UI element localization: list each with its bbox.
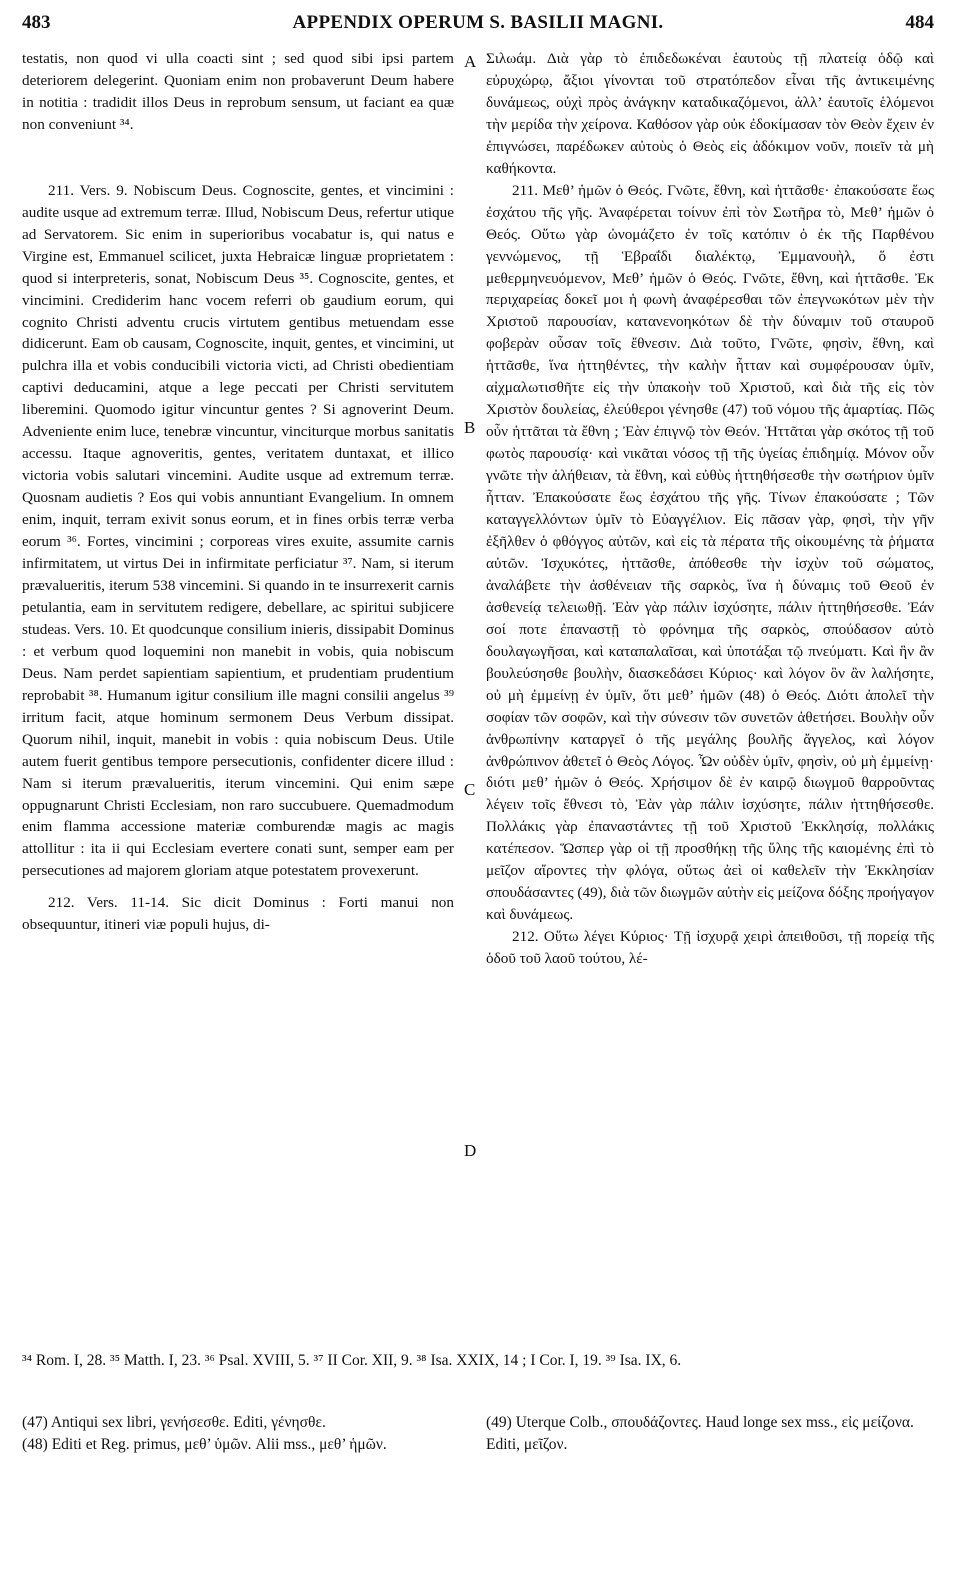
greek-paragraph-212: 212. Οὕτω λέγει Κύριος· Τῇ ἰσχυρᾷ χειρὶ ἀπειθοῦσι, τῇ πορείᾳ τῆς ὁδοῦ τοῦ λαοῦ τούτου, λέ- (486, 928, 934, 968)
page-number-left: 483 (22, 12, 51, 33)
paragraph-gap (22, 136, 454, 180)
page-number-right: 484 (905, 12, 934, 33)
running-header (22, 12, 934, 36)
latin-paragraph-212: 212. Vers. 11-14. Sic dicit Dominus : Forti manui non obsequuntur, itineri viæ populi hujus, di- (22, 894, 454, 934)
scripture-footnotes (22, 1350, 934, 1372)
footnote-references: ³⁴ Rom. I, 28. ³⁵ Matth. I, 23. ³⁶ Psal. XVIII, 5. ³⁷ II Cor. XII, 9. ³⁸ Isa. XXIX, 14 ; I Cor. I, 19. ³⁹ Isa. IX, 6. (22, 1352, 682, 1369)
margin-letter-a: A (464, 52, 477, 71)
latin-column (22, 48, 454, 1338)
greek-column (486, 48, 934, 1338)
margin-letter-b: B (464, 418, 476, 437)
greek-paragraph-211: 211. Μεθ’ ἡμῶν ὁ Θεός. Γνῶτε, ἔθνη, καὶ ἡττᾶσθε· ἐπακούσατε ἕως ἐσχάτου τῆς γῆς. Ἀναφέρεται τοίνυν ἐπὶ τὸν Σωτῆρα τὸ, Μεθ’ ἡμῶν ὁ Θεός. Οὕτω γὰρ ὠνομάζετο ἐν τοῖς κατόπιν ὁ ἐκ τῆς Παρθένου γεννώμενος, τῇ Ἑβραΐδι διαλέκτῳ, Ἐμμανουὴλ, ὅ ἐστι μεθερμηνευόμενον, Μεθ’ ἡμῶν ὁ Θεός. Γνῶτε, ἔθνη, καὶ ἡττᾶσθε. Ἐκ περιχαρείας δοκεῖ μοι ἡ φωνὴ ἀναφέρεσθαι τῶν ἐπεγνωκότων μὲν τὴν Χριστοῦ παρουσίαν, κατανενοηκότων δὲ τὴν δύναμιν τοῦ σταυροῦ φοβερὰν οὖσαν τοῖς ἔθνεσιν. Διὰ τοῦτο, Γνῶτε, φησὶν, ἔθνη, καὶ ἡττᾶσθε, ἵνα ἡττηθέντες, τὴν καλὴν ἧτταν καὶ συμφέρουσαν ὑμῖν, αἰχμαλωτισθῆτε εἰς τὴν ὑπακοὴν τοῦ Χριστοῦ, καὶ διὰ τῆς εἰς τὸν Χριστὸν δουλείας, ἐλεύθεροι γένησθε (47) τοῦ νόμου τῆς ἁμαρτίας. Πῶς οὖν ἡττᾶται τὰ ἔθνη ; Ἐὰν ἐπιγνῷ τὸν Θεόν. Ἡττᾶται γὰρ σκότος τῇ τοῦ φωτὸς παρουσίᾳ· καὶ νικᾶται νόσος τῇ τῆς ὑγείας ἐπιδημίᾳ. Μόνον οὖν γνῶτε τὴν ἀλήθειαν, τὰ ἔθνη, καὶ εὐθὺς ἡττηθήσεσθε τὴν σωτήριον ὑμῖν ἧτταν. Ἐπακούσατε ἕως ἐσχάτου τῆς γῆς. Τίνων ἐπακούσατε ; Τῶν καταγγελλόντων ὑμῖν τὸ Εὐαγγέλιον. Εἰς πᾶσαν γὰρ, φησὶ, τὴν γῆν ἐξῆλθεν ὁ φθόγγος αὐτῶν, καὶ εἰς τὰ πέρατα τῆς οἰκουμένης τὰ ῥήματα αὐτῶν. Ἰσχυκότες, ἡττᾶσθε, ἀπόθεσθε τὴν ἰσχὺν τοῦ σώματος, ἀναλάβετε τὴν ἀσθένειαν τῆς σαρκὸς, ἵνα ἡ δύναμις τοῦ Θεοῦ ἐν ἀσθενείᾳ τελειωθῇ. Ἐὰν γὰρ πάλιν ἰσχύσητε, πάλιν ἡττηθήσεσθε. Ἐάν σοί ποτε ἐπαναστῇ τὸ φρόνημα τῆς σαρκὸς, σπούδασον αὐτὸ δουλαγωγῆσαι, καὶ καταπαλαῖσαι, καὶ ὑποτάξαι τῷ πνεύματι. Καὶ ἣν ἂν βουλεύσησθε βουλὴν, διασκεδάσει Κύριος· καὶ λόγον ὃν ἂν λαλήσητε, οὐ μὴ ἐμμείνῃ ἐν ὑμῖν, ὅτι μεθ’ ἡμῶν (48) ὁ Θεός. Διότι ἀπολεῖ τὴν σοφίαν τῶν σοφῶν, καὶ τὴν σύνεσιν τῶν συνετῶν ἀθετήσει. Βουλὴν οὖν ἀνθρωπίνην καταργεῖ ὁ τῆς μεγάλης βουλῆς ἄγγελος, καὶ λόγον ἀνθρώπινον ἀθετεῖ ὁ Θεὸς Λόγος. Ὧν οὐδὲν ὑμῖν, φησὶν, οὐ μὴ ἐμμείνῃ· διότι μεθ’ ἡμῶν ὁ Θεός. Χρήσιμον δὲ ἐν καιρῷ διωγμοῦ θαρροῦντας λέγειν τοῖς ἔθνεσι τὸ, Ἐὰν γὰρ πάλιν ἰσχύσητε, πάλιν ἡττηθήσεσθε. Πολλάκις γὰρ ἐπαναστάντες τῇ τοῦ Χριστοῦ Ἐκκλησίᾳ, πολλάκις κατέπεσον. Ὥσπερ γὰρ οἱ τῇ προσθήκῃ τῆς ὕλης τῆς καιομένης ἐπὶ τὸ μεῖζον αἴροντες τὴν φλόγα, οὕτως ἀεὶ οἱ καθελεῖν τὴν Ἐκκλησίαν σπουδάσαντες (49), διὰ τῶν διωγμῶν αὐτὴν εἰς μείζονα δόξης προήγαγον καὶ δυνάμεως. (486, 181, 934, 924)
variant-note-47: (47) Antiqui sex libri, γενήσεσθε. Editi, γένησθε. (22, 1414, 326, 1431)
latin-paragraph-211: 211. Vers. 9. Nobiscum Deus. Cognoscite, gentes, et vincimini : audite usque ad extremum terræ. Illud, Nobiscum Deus, refertur utique ad Servatorem. Sic enim in superioribus vocabatur is, qui natus e Virgine est, Emmanuel scilicet, juxta Hebraicæ linguæ proprietatem : quod si interpreteris, sonat, Nobiscum Deus ³⁵. Cognoscite, gentes, et vincimini. Crediderim hanc vocem referri ob gaudium eorum, qui cognito Christi adventu crucis virtutem gentibus metuendam esse didicerunt. Eam ob causam, Cognoscite, inquit, gentes, et vincimini, ut pulchra illa et vobis conducibili victoria victi, ad Christi obedientiam captivi deducamini, atque a lege peccati per Christi servitutem liberemini. Quomodo igitur vincuntur gentes ? Si agnoverint Deum. Adveniente enim luce, tenebræ vincuntur, vinciturque morbus sanitatis accessu. Itaque agnoveritis, gentes, veritatem duntaxat, et illico victoria vobis salutari vincemini. Audite usque ad extremum terræ. Quosnam audietis ? Eos qui vobis annuntiant Evangelium. In omnem enim, inquit, terram exivit sonus eorum, et in fines orbis terræ verba eorum ³⁶. Fortes, vincimini ; corporeas vires exuite, assumite carnis infirmitatem, ut virtus Dei in infirmitate perficiatur ³⁷. Nam, si iterum prævalueritis, iterum 538 vincemini. Si quando in te insurrexerit carnis petulantia, eam in servitutem redigere, debellare, ac spiritui subjicere studeas. Vers. 10. Et quodcunque consilium inieris, dissipabit Dominus : et verbum quod loquemini non manebit in vobis, quia nobiscum Deus. Nam perdet sapientiam sapientium, et prudentiam prudentium reprobabit ³⁸. Humanum igitur consilium ille magni consilii angelus ³⁹ irritum facit, atque hominum sermonem Deus Verbum dissipat. Quorum nihil, inquit, manebit in vobis : quia nobiscum Deus. Utile autem fuerit gentibus tempore persecutionis, confidenter dicere illud : Nam si iterum prævalueritis, iterum vincemini. Qui enim sæpe oppugnarunt Christi Ecclesiam, non raro succubuere. Quemadmodum enim flamma accessione materiæ comburendæ magis ac magis attollitur : ita ii qui Ecclesiam evertere conati sunt, semper eam per persecutiones ad majorem gloriam atque potestatem provexerunt. (22, 181, 454, 880)
variant-notes-left (22, 1412, 472, 1456)
margin-letter-c: C (464, 780, 476, 799)
variant-notes-right (486, 1412, 934, 1456)
latin-paragraph-1: testatis, non quod vi ulla coacti sint ; sed quod sibi ipsi partem deteriorem delegerint. Quoniam enim non probaverunt Deum habere in notitia : tradidit illos Deus in reprobum sensum, ut faciant ea quæ non conveniunt ³⁴. (22, 50, 454, 133)
variant-note-48: (48) Editi et Reg. primus, μεθ’ ὑμῶν. Alii mss., μεθ’ ἡμῶν. (22, 1436, 387, 1453)
greek-paragraph-1: Σιλωάμ. Διὰ γὰρ τὸ ἐπιδεδωκέναι ἑαυτοὺς τῇ πλατείᾳ ὁδῷ καὶ εὐρυχώρῳ, ἄξιοι γίνονται τοῦ στρατόπεδον εἶναι τῆς ἀντικειμένης δυνάμεως, οὐχὶ πρὸς ἀνάγκην καταδικαζόμενοι, ἀλλ’ ἑαυτοῖς ἑλόμενοι τὴν μερίδα τὴν χείρονα. Καθόσον γὰρ οὐκ ἐδοκίμασαν τὸν Θεὸν ἔχειν ἐν ἐπιγνώσει, παρέδωκεν αὐτοὺς ὁ Θεὸς εἰς ἀδόκιμον νοῦν, ποιεῖν τὰ μὴ καθήκοντα. (486, 50, 934, 177)
margin-letter-d: D (464, 1141, 477, 1160)
running-title: APPENDIX OPERUM S. BASILII MAGNI. (292, 12, 664, 33)
variant-note-49: (49) Uterque Colb., σπουδάζοντες. Haud longe sex mss., εἰς μείζονα. Editi, μεῖζον. (486, 1414, 914, 1453)
